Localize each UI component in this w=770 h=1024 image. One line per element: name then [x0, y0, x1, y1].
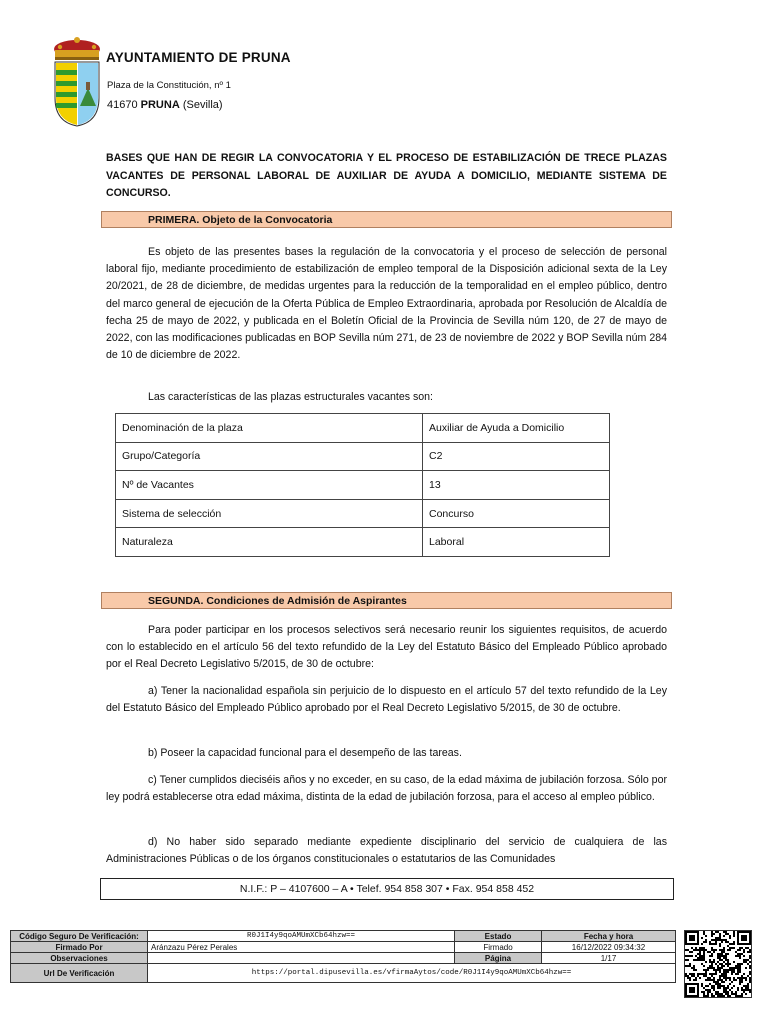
table-cell-label: Denominación de la plaza	[116, 414, 423, 443]
table-row	[116, 442, 610, 471]
verification-url-link[interactable]: https://portal.dipusevilla.es/vfirmaAytos/code/R0J1I4y9qoAMUmXCb64hzw==	[148, 964, 676, 983]
verification-code-label: Código Seguro De Verificación:	[11, 931, 148, 942]
municipal-crest-logo	[50, 36, 104, 128]
section1-paragraph-characteristics: Las características de las plazas estructurales vacantes son:	[148, 391, 433, 403]
table-cell-value: C2	[423, 442, 610, 471]
table-cell-value: Auxiliar de Ayuda a Domicilio	[423, 414, 610, 443]
table-cell-value: Concurso	[423, 499, 610, 528]
section2-paragraph-intro: Para poder participar en los procesos selectivos será necesario reunir los siguientes requisitos, de acuerdo con lo establecido en el artículo 56 del texto refundido de la Ley del Estatuto Básico del Empleado Público aprobado por el Real Decreto Legislativo 5/2015, de 30 de octubre:	[106, 624, 667, 671]
requirement-b: b) Poseer la capacidad funcional para el desempeño de las tareas.	[148, 747, 462, 759]
table-row	[116, 471, 610, 500]
requirement-c: c) Tener cumplidos dieciséis años y no exceder, en su caso, de la edad máxima de jubilación forzosa. Sólo por ley podrá establecerse otra edad máxima, distinta de la edad de jubilación forzosa, para el acceso al empleo público.	[106, 774, 667, 804]
table-row	[116, 499, 610, 528]
state-label: Estado	[455, 931, 542, 942]
verification-code: R0J1I4y9qoAMUmXCb64hzw==	[148, 931, 455, 942]
table-cell-label: Naturaleza	[116, 528, 423, 557]
signature-state: Firmado	[455, 942, 542, 953]
table-row	[11, 964, 676, 983]
document-title: BASES QUE HAN DE REGIR LA CONVOCATORIA Y EL PROCESO DE ESTABILIZACIÓN DE TRECE PLAZAS VACANTES DE PERSONAL LABORAL DE AUXILIAR DE AYUDA A DOMICILIO, MEDIANTE SISTEMA DE CONCURSO.	[106, 152, 667, 199]
section1-paragraph-object: Es objeto de las presentes bases la regulación de la convocatoria y el proceso de selección de personal laboral fijo, mediante procedimiento de estabilización de empleo temporal de la Disposición adicional sexta de la Ley 20/2021, de 28 de diciembre, de medidas urgentes para la reducción de la temporalidad en el empleo público, dentro del marco general de ejecución de la Oferta Pública de Empleo Extraordinaria, aprobada por Resolución de Alcaldía de fecha 25 de mayo de 2022, y publicada en el Boletín Oficial de la Provincia de Sevilla núm 120, de 27 de mayo de 2022, con las modificaciones publicadas en BOP Sevilla núm 271, de 23 de noviembre de 2022 y BOP Sevilla núm 284 de 10 de diciembre de 2022.	[106, 246, 667, 362]
section-heading-primera: PRIMERA. Objeto de la Convocatoria	[101, 211, 672, 228]
table-cell-value: Laboral	[423, 528, 610, 557]
municipality-address: Plaza de la Constitución, nº 1	[107, 80, 231, 91]
table-cell-label: Grupo/Categoría	[116, 442, 423, 471]
table-row	[11, 953, 676, 964]
signature-datetime: 16/12/2022 09:34:32	[542, 942, 676, 953]
city-name: PRUNA	[140, 99, 180, 111]
municipality-city-line	[107, 99, 223, 111]
signed-by-label: Firmado Por	[11, 942, 148, 953]
table-row	[11, 942, 676, 953]
qr-code-icon[interactable]	[684, 930, 752, 998]
table-cell-label: Nº de Vacantes	[116, 471, 423, 500]
requirement-a: a) Tener la nacionalidad española sin perjuicio de lo dispuesto en el artículo 57 del texto refundido de la Ley del Estatuto Básico del Empleado Público aprobado por el Real Decreto Legislativo 5/2015, de 30 de octubre.	[106, 685, 667, 715]
table-cell-label: Sistema de selección	[116, 499, 423, 528]
table-row	[116, 414, 610, 443]
section-heading-segunda: SEGUNDA. Condiciones de Admisión de Aspirantes	[101, 592, 672, 609]
footer-contact-nif: N.I.F.: P – 4107600 – A • Telef. 954 858 307 • Fax. 954 858 452	[100, 878, 674, 900]
observations-label: Observaciones	[11, 953, 148, 964]
signer-name: Aránzazu Pérez Perales	[148, 942, 455, 953]
table-cell-value: 13	[423, 471, 610, 500]
table-row	[11, 931, 676, 942]
page-number: 1/17	[542, 953, 676, 964]
postal-code: 41670	[107, 99, 138, 111]
page-label: Página	[455, 953, 542, 964]
verification-url-label: Url De Verificación	[11, 964, 148, 983]
datetime-label: Fecha y hora	[542, 931, 676, 942]
vacancy-characteristics-table	[115, 413, 610, 557]
province-name: (Sevilla)	[182, 99, 223, 111]
observations-value	[148, 953, 455, 964]
table-row	[116, 528, 610, 557]
signature-verification-table	[10, 930, 676, 983]
requirement-d: d) No haber sido separado mediante expediente disciplinario del servicio de cualquiera de las Administraciones Públicas o de los órganos constitucionales o estatutarios de las Comunidades	[106, 836, 667, 866]
municipality-name: AYUNTAMIENTO DE PRUNA	[106, 50, 291, 65]
